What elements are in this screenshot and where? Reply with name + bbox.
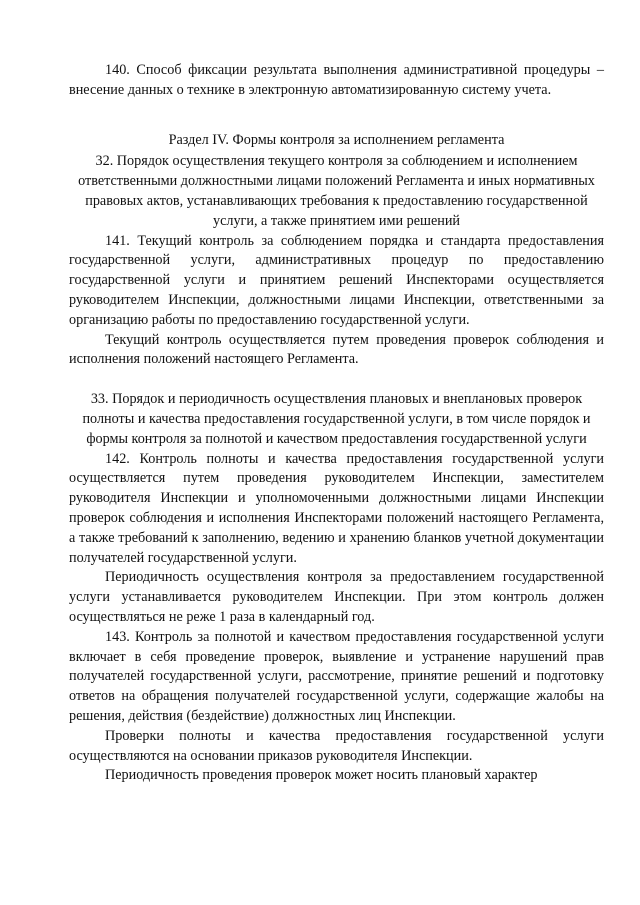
paragraph-143: 143. Контроль за полнотой и качеством предоставления государственной услуги включает в себя проведение проверок, выявление и устранение нарушений прав получателей государственной услуги, рассмотрение, принятие решений и подготовку ответов на обращения получателей государственной услуги, содержащие жалобы на решения, действия (бездействие) должностных лиц Инспекции. [69, 628, 604, 724]
paragraph-142-continued: Периодичность осуществления контроля за предоставлением государственной услуги устанавливается руководителем Инспекции. При этом контроль должен осуществляться не реже 1 раза в календарный год. [69, 569, 604, 625]
spacer [69, 370, 604, 390]
paragraph-141: 141. Текущий контроль за соблюдением порядка и стандарта предоставления государственной услуги, административных процедур по предоставлению государственной услуги и принятием решений Инспекторами осуществляется руководителем Инспекции, должностными лицами Инспекции, ответственными за организацию работы по предоставлению государственной услуги. [69, 232, 604, 328]
heading-32: 32. Порядок осуществления текущего контроля за соблюдением и исполнением ответственными должностными лицами положений Регламента и иных нормативных правовых актов, устанавливающих требования к предоставлению государственной услуги, а также принятием ими решений [78, 153, 595, 229]
paragraph-140: 140. Способ фиксации результата выполнения административной процедуры – внесение данных о технике в электронную автоматизированную систему учета. [69, 62, 604, 98]
paragraph-143-periodicity: Периодичность проведения проверок может носить плановый характер [105, 767, 538, 784]
paragraph-142: 142. Контроль полноты и качества предоставления государственной услуги осуществляется путем проведения руководителем Инспекции, заместителем руководителя Инспекции и уполномоченными должностными лицами Инспекции проверок соблюдения и исполнения Инспекторами положений настоящего Регламента, а также требований к заполнению, ведению и хранению бланков учетной документации получателей государственной услуги. [69, 450, 604, 566]
paragraph-143-continued: Проверки полноты и качества предоставления государственной услуги осуществляются на основании приказов руководителя Инспекции. [69, 727, 604, 764]
section-title: Раздел IV. Формы контроля за исполнением регламента [168, 131, 505, 148]
heading-33: 33. Порядок и периодичность осуществления плановых и внеплановых проверок полноты и качества предоставления государственной услуги, в том числе порядок и формы контроля за полнотой и качеством предоставления государственной услуги [82, 391, 591, 447]
paragraph-141-continued: Текущий контроль осуществляется путем проведения проверок соблюдения и исполнения положений настоящего Регламента. [69, 331, 604, 368]
